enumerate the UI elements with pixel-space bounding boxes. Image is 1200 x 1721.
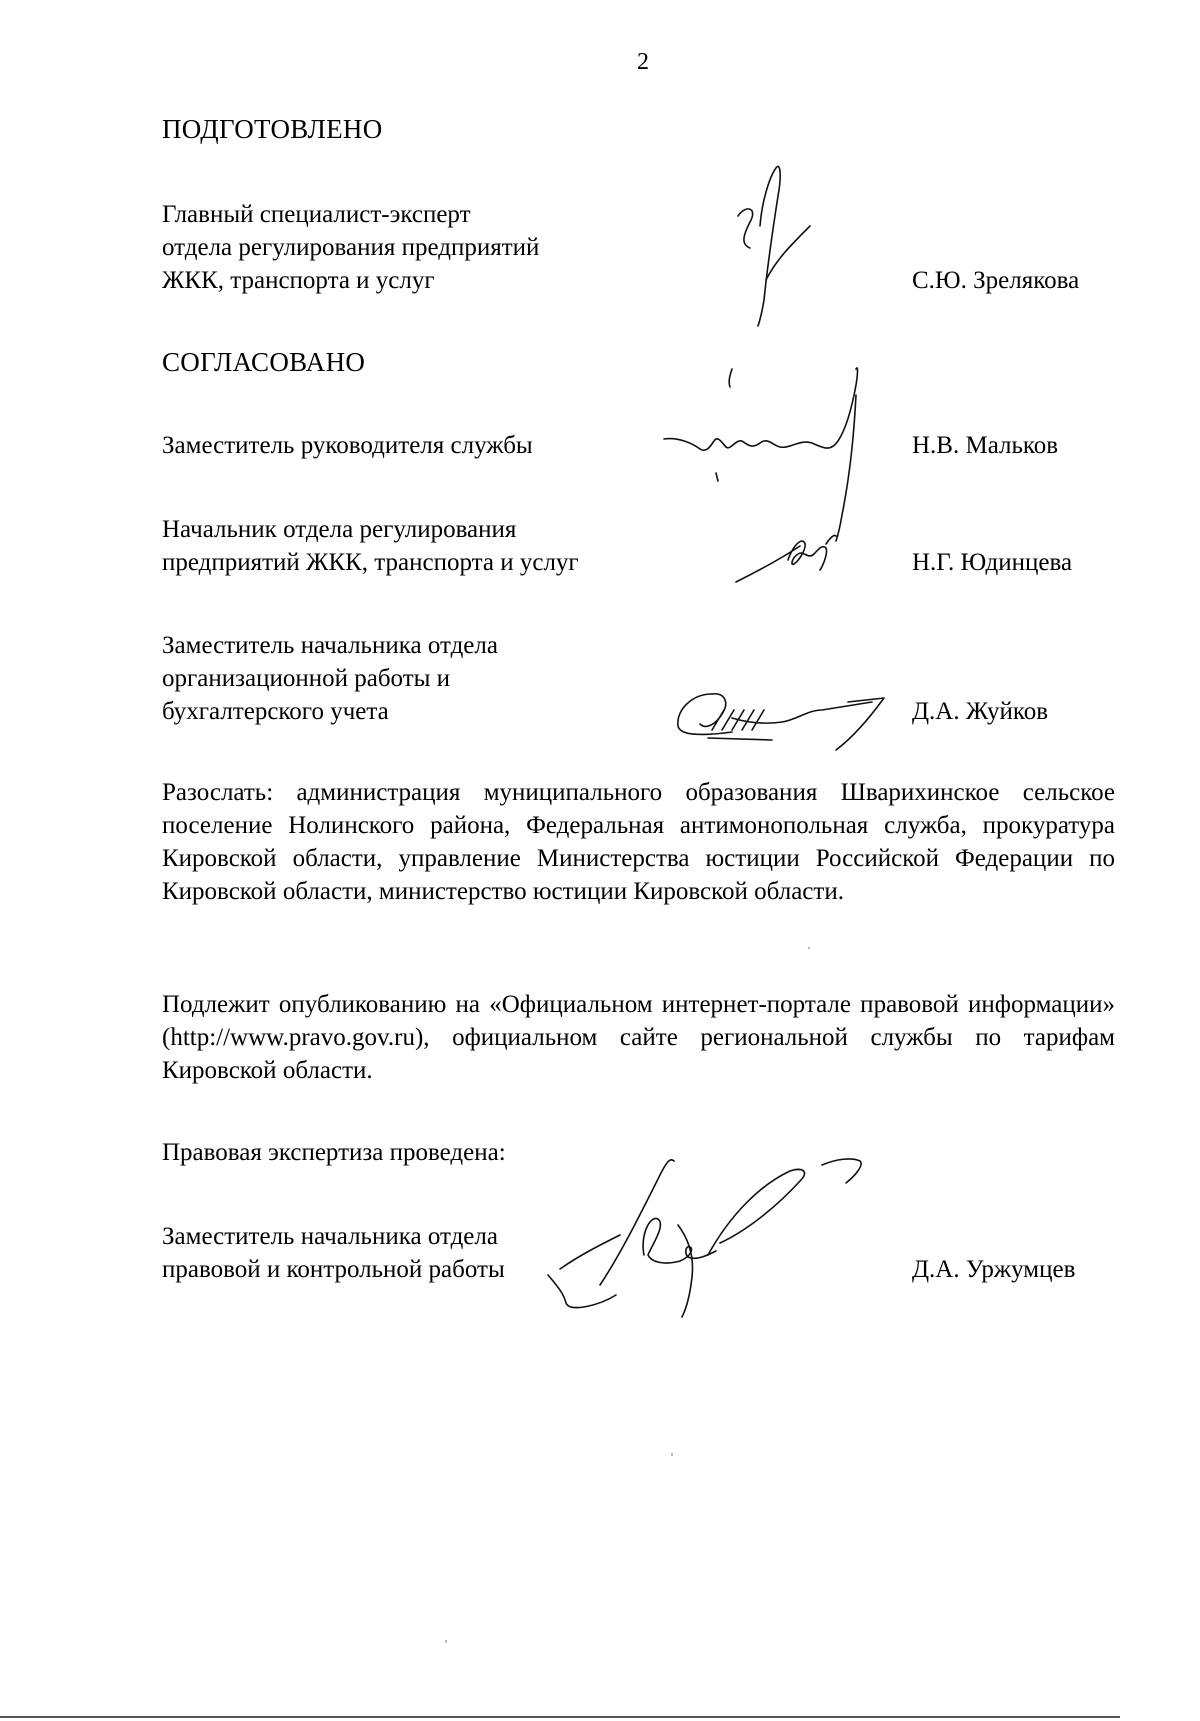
legal-review-position <box>162 1220 505 1286</box>
legal-review-name: Д.А. Уржумцев <box>912 1256 1076 1283</box>
publication-text: Подлежит опубликованию на «Официальном интернет-портале правовой информации» (http://www.pravo.gov.ru), официальном сайте региональной службы по тарифам Кировской области. <box>162 991 1115 1084</box>
agreed-position-1 <box>162 429 533 462</box>
agreed-position-2 <box>162 513 579 579</box>
page-number: 2 <box>637 49 649 75</box>
position-line: Главный специалист-эксперт <box>162 201 471 228</box>
legal-review-heading: Правовая экспертиза проведена: <box>162 1139 506 1166</box>
agreed-name-1: Н.В. Мальков <box>912 432 1059 459</box>
prepared-name: С.Ю. Зрелякова <box>912 267 1080 294</box>
scan-speck <box>808 947 810 949</box>
agreed-heading: СОГЛАСОВАНО <box>162 347 366 377</box>
position-line: Заместитель начальника отдела <box>162 632 498 659</box>
position-line: Начальник отдела регулирования <box>162 516 517 543</box>
signature-urzhumtsev <box>540 1145 900 1325</box>
agreed-position-3 <box>162 629 498 728</box>
position-line: отдела регулирования предприятий <box>162 234 540 261</box>
prepared-heading: ПОДГОТОВЛЕНО <box>162 114 383 144</box>
agreed-name-3: Д.А. Жуйков <box>912 698 1049 725</box>
position-line: бухгалтерского учета <box>162 698 389 725</box>
prepared-position <box>162 198 539 297</box>
position-line: предприятий ЖКК, транспорта и услуг <box>162 549 579 576</box>
position-line: организационной работы и <box>162 665 451 692</box>
signature-zrelyakova <box>720 160 830 330</box>
signature-zhuykov <box>672 680 912 760</box>
agreed-name-2: Н.Г. Юдинцева <box>912 549 1073 576</box>
signature-yudintseva <box>730 520 840 590</box>
position-line: Заместитель начальника отдела <box>162 1223 498 1250</box>
position-line: ЖКК, транспорта и услуг <box>162 267 435 294</box>
scan-speck <box>671 1453 673 1456</box>
position-line: правовой и контрольной работы <box>162 1256 505 1283</box>
scan-speck <box>445 1640 447 1643</box>
distribution-text: Разослать: администрация муниципального образования Шварихинское сельское поселение Нолинского района, Федеральная антимонопольная служба, прокуратура Кировской области, управление Министерства юстиции Российской Федерации по Кировской области, министерство юстиции Кировской области. <box>162 779 1115 905</box>
position-line: Заместитель руководителя службы <box>162 432 533 459</box>
scan-bottom-edge <box>0 1716 1120 1718</box>
